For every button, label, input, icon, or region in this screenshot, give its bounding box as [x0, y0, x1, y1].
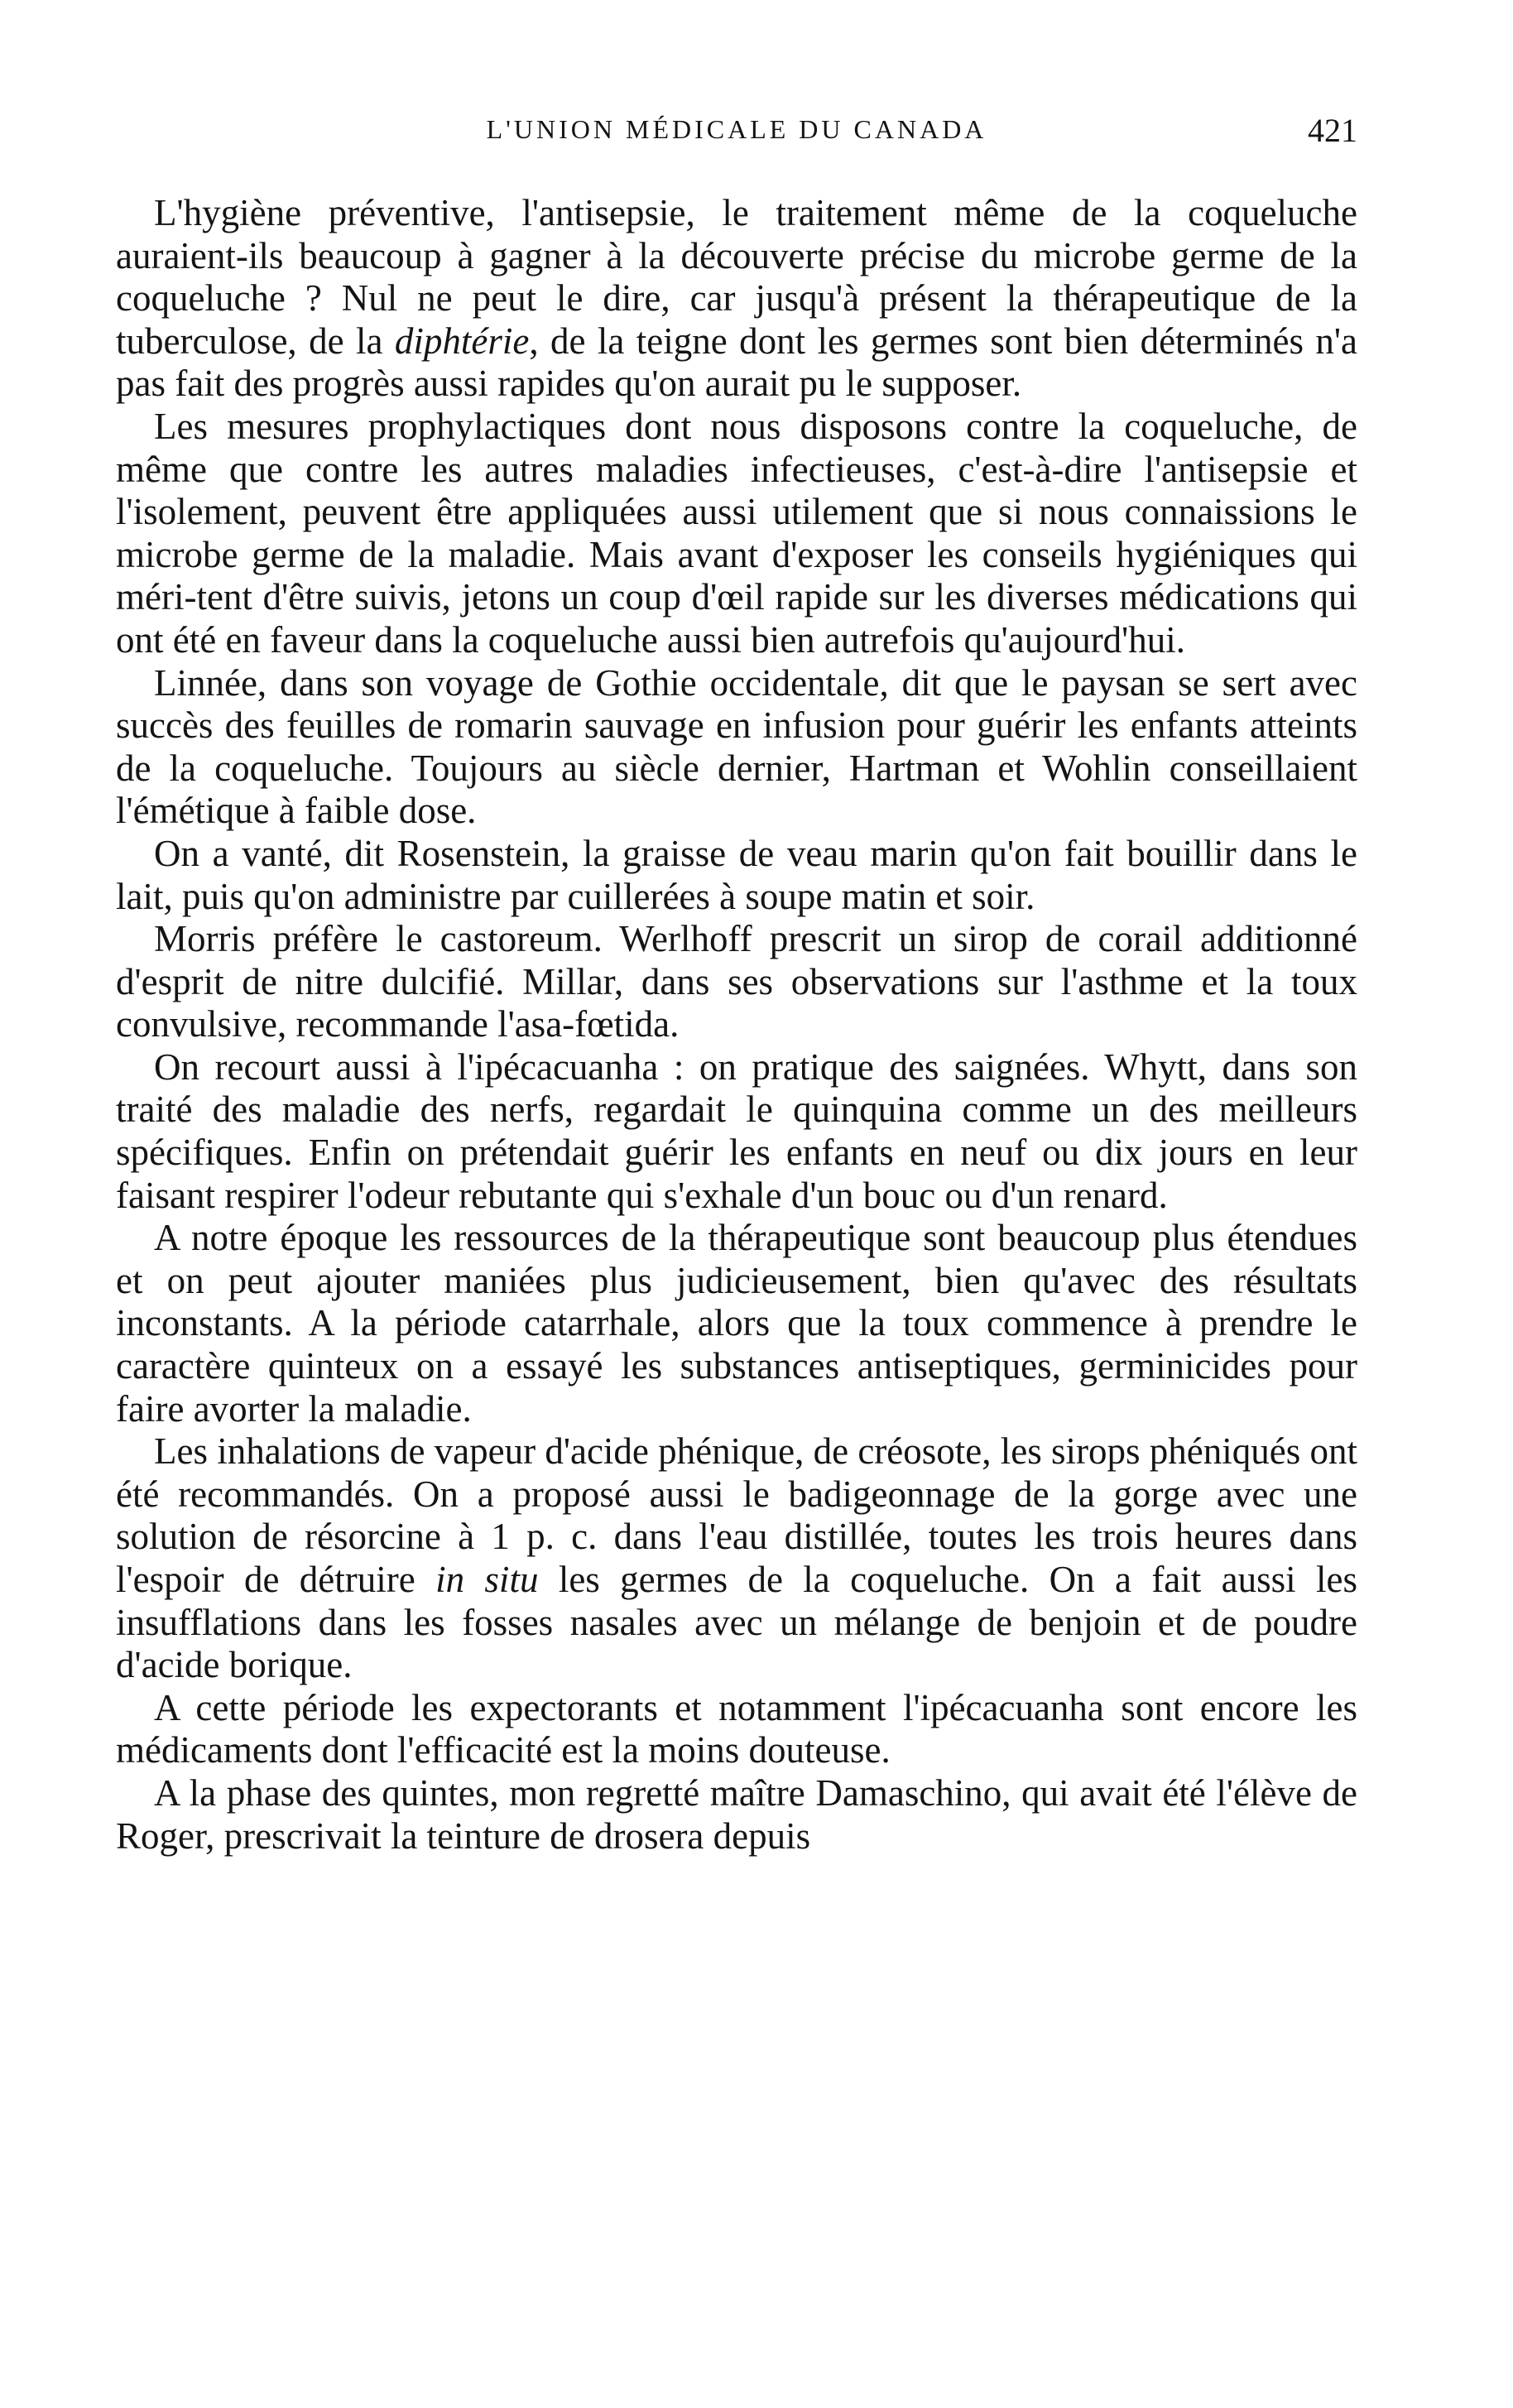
page-number: 421 [1308, 112, 1357, 149]
paragraph-text: Les mesures prophylactiques dont nous disposons contre la coqueluche, de même que contre les autres maladies infectieuses, c'est-à-dire l'antisepsie et l'isolement, peuvent être appliquées aussi utilement que si nous connaissions le microbe germe de la maladie. Mais avant d'exposer les conseils hygiéniques qui méri-tent d'être suivis, jetons un coup d'œil rapide sur les diverses médications qui ont été en faveur dans la coqueluche aussi bien autrefois qu'aujourd'hui. [116, 405, 1357, 661]
paragraph [116, 1687, 1357, 1772]
paragraph-text: A notre époque les ressources de la thérapeutique sont beaucoup plus étendues et on peut ajouter maniées plus judicieusement, bien qu'avec des résultats inconstants. A la période catarrhale, alors que la toux commence à prendre le caractère quinteux on a essayé les substances antiseptiques, germinicides pour faire avorter la maladie. [116, 1217, 1357, 1430]
paragraph [116, 1217, 1357, 1430]
paragraph [116, 1430, 1357, 1687]
paragraph-text: A cette période les expectorants et notamment l'ipécacuanha sont encore les médicaments dont l'efficacité est la moins douteuse. [116, 1686, 1357, 1771]
italic-term: diphtérie [394, 320, 530, 362]
paragraph [116, 192, 1357, 406]
paragraph-text: A la phase des quintes, mon regretté maître Damaschino, qui avait été l'élève de Roger, prescrivait la teinture de drosera depuis [116, 1771, 1357, 1857]
paragraph-text: les germes de la coqueluche. On a fait aussi les insufflations dans les fosses nasales avec un mélange de benjoin et de poudre d'acide borique. [116, 1559, 1357, 1686]
paragraph [116, 918, 1357, 1046]
paragraph [116, 833, 1357, 918]
paragraph-text: Les inhalations de vapeur d'acide phénique, de créosote, les sirops phéniqués ont été recommandés. On a proposé aussi le badigeonnage de la gorge avec une solution de résorcine à 1 p. c. dans l'eau distillée, toutes les trois heures dans l'espoir de détruire [116, 1430, 1357, 1600]
running-title: L'UNION MÉDICALE DU CANADA [486, 114, 987, 144]
paragraph-text: , de la teigne dont les germes sont bien déterminés n'a pas fait des progrès aussi rapides qu'on aurait pu le supposer. [116, 320, 1357, 405]
paragraph [116, 1046, 1357, 1217]
paragraph-text: On a vanté, dit Rosenstein, la graisse de veau marin qu'on fait bouillir dans le lait, puis qu'on administre par cuillerées à soupe matin et soir. [116, 832, 1357, 917]
running-header [116, 114, 1357, 156]
paragraph-text: L'hygiène préventive, l'antisepsie, le traitement même de la coqueluche auraient-ils beaucoup à gagner à la découverte précise du microbe germe de la coqueluche ? Nul ne peut le dire, car jusqu'à présent la thérapeutique de la tuberculose, de la [116, 192, 1357, 362]
body-text [116, 192, 1357, 1858]
paragraph [116, 406, 1357, 662]
paragraph-text: Morris préfère le castoreum. Werlhoff prescrit un sirop de corail additionné d'esprit de nitre dulcifié. Millar, dans ses observations sur l'asthme et la toux convulsive, recommande l'asa-fœtida. [116, 918, 1357, 1045]
paragraph [116, 662, 1357, 833]
paragraph-text: Linnée, dans son voyage de Gothie occidentale, dit que le paysan se sert avec succès des feuilles de romarin sauvage en infusion pour guérir les enfants atteints de la coqueluche. Toujours au siècle dernier, Hartman et Wohlin conseillaient l'émétique à faible dose. [116, 661, 1357, 832]
paragraph [116, 1772, 1357, 1858]
paragraph-text: On recourt aussi à l'ipécacuanha : on pratique des saignées. Whytt, dans son traité des maladie des nerfs, regardait le quinquina comme un des meilleurs spécifiques. Enfin on prétendait guérir les enfants en neuf ou dix jours en leur faisant respirer l'odeur rebutante qui s'exhale d'un bouc ou d'un renard. [116, 1045, 1357, 1216]
italic-term: in situ [435, 1559, 539, 1600]
